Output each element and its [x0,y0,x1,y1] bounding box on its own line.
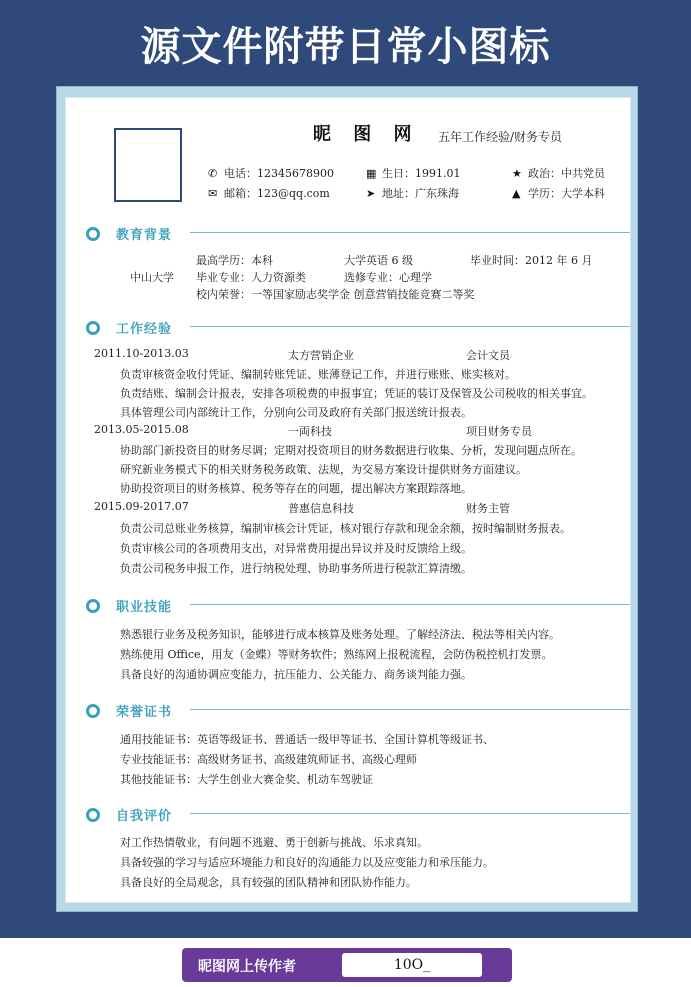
work-role: 会计文员 [466,349,510,362]
skill-line: 具备良好的沟通协调应变能力，抗压能力、公关能力、商务谈判能力强。 [120,668,472,681]
evaluation-line: 具备良好的全局观念，具有较强的团队精神和团队协作能力。 [120,876,417,889]
section-honors [86,701,634,721]
calendar-icon: ▦ [366,167,377,180]
section-evaluation [86,805,634,825]
work-duty: 负责公司税务申报工作，进行纳税处理、协助事务所进行税款汇算清缴。 [120,562,472,575]
section-skills [86,596,634,616]
section-bullet-icon [86,321,100,335]
section-title: 教育背景 [116,228,173,243]
info-phone: ✆ 电话：12345678900 [208,167,334,180]
edu-major: 毕业专业：人力资源类 [196,271,306,284]
section-title: 荣誉证书 [116,705,173,720]
edu-minor: 选修专业：心理学 [344,271,432,284]
work-duty: 具体管理公司内部统计工作，分别向公司及政府有关部门报送统计报表。 [120,406,472,419]
section-bullet-icon [86,227,100,241]
star-icon: ★ [512,167,522,180]
skill-line: 熟悉银行业务及税务知识，能够进行成本核算及账务处理。了解经济法、税法等相关内容。 [120,628,560,641]
info-education: ▲ 学历：大学本科 [512,187,605,200]
honor-line: 其他技能证书：大学生创业大赛金奖、机动车驾驶证 [120,773,373,786]
info-email: ✉ 邮箱：123@qq.com [208,187,330,200]
phone-icon: ✆ [208,167,218,180]
work-company: 普惠信息科技 [288,502,354,515]
section-work [86,318,634,338]
uploader-id: 10O_ [342,953,482,977]
banner [0,0,691,86]
work-duty: 研究新业务模式下的相关财务税务政策、法规，为交易方案设计提供财务方面建议。 [120,463,527,476]
resume-sheet [65,97,631,903]
resume-name: 昵 图 网 [313,124,420,145]
section-divider [190,232,630,233]
section-bullet-icon [86,704,100,718]
work-duty: 协助部门新投资目的财务尽调；定期对投资项目的财务数据进行收集、分析，发现问题点所在。 [120,444,582,457]
edu-english: 大学英语 6 级 [344,254,413,267]
honor-line: 通用技能证书：英语等级证书、普通话一级甲等证书、全国计算机等级证书、 [120,733,494,746]
evaluation-line: 具备较强的学习与适应环境能力和良好的沟通能力以及应变能力和承压能力。 [120,856,494,869]
work-period: 2013.05-2015.08 [94,423,189,436]
mail-icon: ✉ [208,187,218,200]
uploader-label: 昵图网上传作者 [198,959,296,975]
info-address: ➤ 地址：广东珠海 [366,187,459,200]
section-divider [190,709,630,710]
edu-degree: 最高学历：本科 [196,254,273,267]
section-divider [190,326,630,327]
work-duty: 负责结账、编制会计报表，安排各项税费的申报事宜；凭证的装订及保管及公司税收的相关事宜。 [120,387,593,400]
resume-frame [56,86,638,912]
skill-line: 熟练使用 Office，用友（金蝶）等财务软件；熟练网上报税流程，会防伪税控机打发票。 [120,648,553,661]
work-role: 财务主管 [466,502,510,515]
section-education [86,224,634,244]
footer [0,938,691,987]
work-duty: 协助投资项目的财务核算、税务等存在的问题，提出解决方案跟踪落地。 [120,482,472,495]
edu-grad: 毕业时间：2012 年 6 月 [470,254,593,267]
evaluation-line: 对工作热情敬业，有问题不逃避、勇于创新与挑战、乐求真知。 [120,836,428,849]
location-icon: ➤ [366,187,376,200]
work-duty: 负责审核资金收付凭证、编制转账凭证、账薄登记工作，并进行账账、账实核对。 [120,368,516,381]
info-politics: ★ 政治：中共党员 [512,167,605,180]
work-role: 项目财务专员 [466,425,532,438]
section-title: 自我评价 [116,809,173,824]
work-duty: 负责审核公司的各项费用支出，对异常费用提出异议并及时反馈给上级。 [120,542,472,555]
graduation-cap-icon: ▲ [512,187,521,200]
honor-line: 专业技能证书：高级财务证书、高级建筑师证书、高级心理师 [120,753,417,766]
work-period: 2011.10-2013.03 [94,347,189,360]
edu-school: 中山大学 [130,271,174,284]
banner-title: 源文件附带日常小图标 [140,23,551,70]
section-bullet-icon [86,599,100,613]
work-duty: 负责公司总账业务核算，编制审核会计凭证，核对银行存款和现金余额，按时编制财务报表。 [120,522,571,535]
uploader-bar [182,948,512,982]
work-company: 一両科技 [288,425,332,438]
section-title: 工作经验 [116,322,173,337]
work-period: 2015.09-2017.07 [94,500,189,513]
section-bullet-icon [86,808,100,822]
job-title: 五年工作经验/财务专员 [438,130,563,144]
edu-honor: 校内荣誉：一等国家励志奖学金 创意营销技能竞赛二等奖 [196,288,475,301]
work-company: 太方营销企业 [288,349,354,362]
info-birthday: ▦ 生日：1991.01 [366,167,461,180]
section-divider [190,813,630,814]
section-divider [190,604,630,605]
section-title: 职业技能 [116,600,173,615]
photo-placeholder [114,128,182,202]
